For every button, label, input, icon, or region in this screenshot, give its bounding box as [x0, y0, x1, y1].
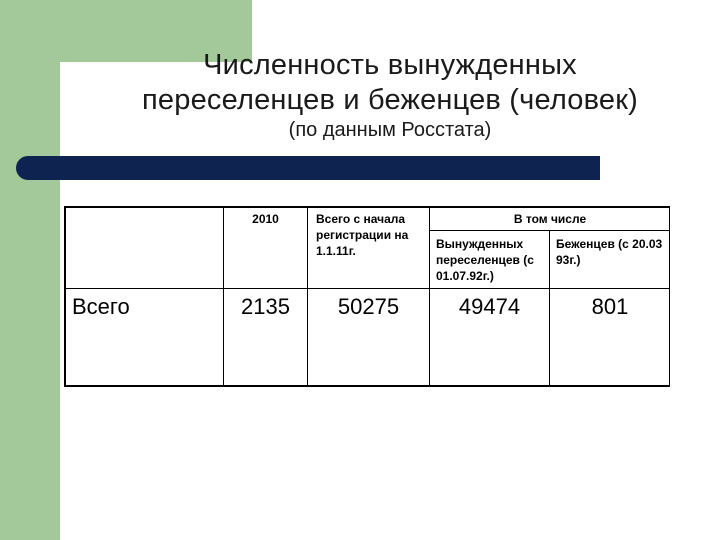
- statistics-table: [64, 206, 670, 387]
- value-total-since-registration: 50275: [337, 294, 400, 319]
- decorative-navy-bar: [16, 156, 600, 180]
- header-forced-migrants: Вынужденных переселенцев (с 01.07.92г.): [436, 237, 534, 283]
- slide-subtitle: (по данным Росстата): [288, 119, 492, 141]
- value-forced-migrants: 49474: [458, 294, 521, 319]
- table-divider-header: [66, 288, 670, 289]
- decorative-green-strip: [0, 0, 60, 540]
- header-of-which: В том числе: [513, 212, 587, 226]
- row-label-total: Всего: [72, 294, 130, 319]
- slide-title-line-2: переселенцев и беженцев (человек): [142, 84, 638, 116]
- table-divider-subheader: [429, 230, 670, 231]
- header-year: 2010: [252, 212, 279, 226]
- slide-title-line-1: Численность вынужденных: [203, 49, 577, 81]
- value-year-2010: 2135: [241, 294, 290, 319]
- header-refugees: Беженцев (с 20.03 93г.): [556, 237, 663, 267]
- header-total-since-registration: Всего с начала регистрации на 1.1.11г.: [316, 212, 409, 258]
- slide-title: [60, 48, 720, 118]
- value-refugees: 801: [591, 294, 629, 319]
